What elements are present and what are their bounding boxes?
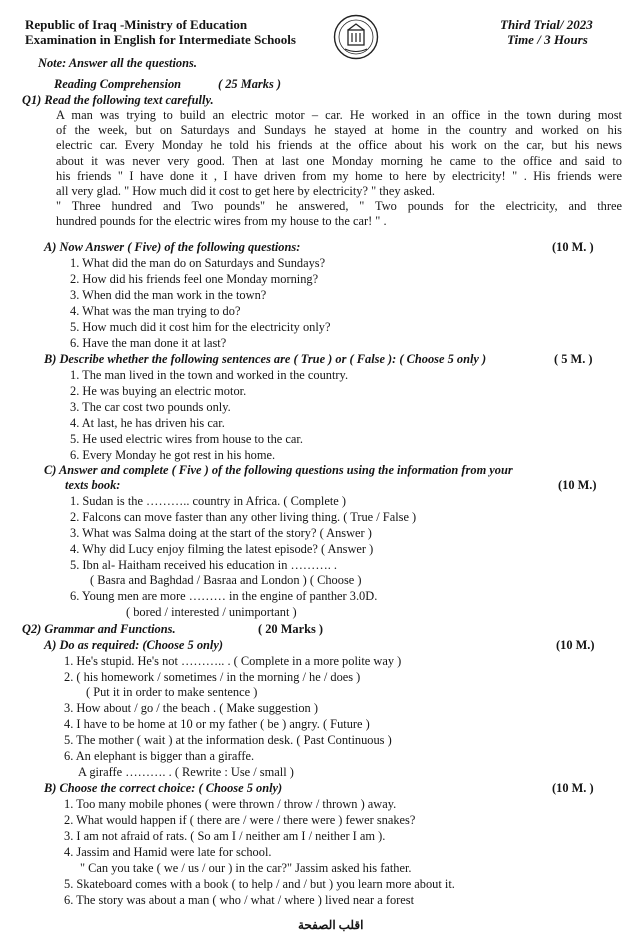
q1a-item: 1. What did the man do on Saturdays and Sundays? xyxy=(70,256,326,270)
q2b-item: 2. What would happen if ( there are / were / there were ) fewer snakes? xyxy=(64,813,416,827)
reading-title: Reading Comprehension xyxy=(54,77,182,91)
q2a-item: 3. How about / go / the beach . ( Make suggestion ) xyxy=(64,701,318,715)
q1a-heading: A) Now Answer ( Five) of the following questions: xyxy=(44,240,301,254)
header-exam-title: Examination in English for Intermediate Schools xyxy=(25,32,296,47)
q2b-item-cont: " Can you take ( we / us / our ) in the car?" Jassim asked his father. xyxy=(80,861,412,875)
q1b-item: 3. The car cost two pounds only. xyxy=(70,400,231,414)
q1b-item: 5. He used electric wires from house to the car. xyxy=(70,432,303,446)
q1c-item-options: ( Basra and Baghdad / Basraa and London ) ( Choose ) xyxy=(90,573,362,587)
q1c-item: 4. Why did Lucy enjoy filming the latest episode? ( Answer ) xyxy=(70,542,374,556)
q2a-item: 2. ( his homework / sometimes / in the morning / he / does ) xyxy=(64,670,361,684)
q1c-heading-cont: texts book: xyxy=(65,478,121,492)
ministry-seal-icon xyxy=(333,14,379,60)
q1a-item: 6. Have the man done it at last? xyxy=(70,336,227,350)
q1c-item: 3. What was Salma doing at the start of the story? ( Answer ) xyxy=(70,526,372,540)
q2b-item: 6. The story was about a man ( who / what / where ) lived near a forest xyxy=(64,893,415,907)
q2b-item: 1. Too many mobile phones ( were thrown / throw / thrown ) away. xyxy=(64,797,397,811)
passage-line: " Three hundred and Two pounds" he answered, " Two pounds for the electricity, and three xyxy=(56,199,622,214)
note-line: Note: Answer all the questions. xyxy=(38,56,197,70)
q1c-item-options: ( bored / interested / unimportant ) xyxy=(126,605,297,619)
q1a-item: 5. How much did it cost him for the electricity only? xyxy=(70,320,331,334)
header-time: Time / 3 Hours xyxy=(507,32,588,47)
q1a-item: 4. What was the man trying to do? xyxy=(70,304,241,318)
header-trial: Third Trial/ 2023 xyxy=(500,17,593,32)
reading-marks: ( 25 Marks ) xyxy=(218,77,281,91)
q1b-item: 2. He was buying an electric motor. xyxy=(70,384,247,398)
passage-line: A man was trying to build an electric motor – car. He worked in an office in the town during most xyxy=(56,108,622,122)
q2a-item-rewrite: A giraffe ………. . ( Rewrite : Use / small ) xyxy=(78,765,294,779)
q2b-item: 5. Skateboard comes with a book ( to help / and / but ) you learn more about it. xyxy=(64,877,455,891)
q2b-heading: B) Choose the correct choice: ( Choose 5 only) xyxy=(44,781,283,795)
q2b-item: 3. I am not afraid of rats. ( So am I / neither am I / neither I am ). xyxy=(64,829,386,843)
passage-line: all very glad. " How much did it cost to get here by electricity? " they asked. xyxy=(56,184,435,199)
q1-title: Q1) Read the following text carefully. xyxy=(22,93,214,107)
passage-line: about it was never very good. Then at last one Monday morning he came to the office and said to xyxy=(56,153,622,168)
q2a-item: 6. An elephant is bigger than a giraffe. xyxy=(64,749,255,763)
q1b-item: 1. The man lived in the town and worked in the country. xyxy=(70,368,349,382)
q1b-heading: B) Describe whether the following sentences are ( True ) or ( False ): ( Choose 5 only ) xyxy=(44,352,487,366)
q2a-item: 1. He's stupid. He's not ……….. . ( Complete in a more polite way ) xyxy=(64,654,402,668)
q1b-item: 6. Every Monday he got rest in his home. xyxy=(70,448,276,462)
reading-passage xyxy=(56,108,622,230)
q1c-marks: (10 M.) xyxy=(558,478,597,492)
q1b-item: 4. At last, he has driven his car. xyxy=(70,416,225,430)
q2b-marks: (10 M. ) xyxy=(552,781,594,795)
passage-line: his friends " I have done it , I have driven from my home to here by electricity! " . His friends were xyxy=(56,168,622,183)
q1c-item: 6. Young men are more ……… in the engine of panther 3.0D. xyxy=(70,589,378,603)
passage-line: of the week, but on Saturdays and Sundays he stayed at home in the country and worked on his xyxy=(56,123,622,138)
turn-page-note: اقلب الصفحة xyxy=(298,918,364,932)
q1a-item: 3. When did the man work in the town? xyxy=(70,288,267,302)
q1b-marks: ( 5 M. ) xyxy=(554,352,593,366)
passage-line: hundred pounds for the electric wires from my house to the car! " . xyxy=(56,214,387,229)
q2a-item: 5. The mother ( wait ) at the information desk. ( Past Continuous ) xyxy=(64,733,392,747)
q2a-item-instruction: ( Put it in order to make sentence ) xyxy=(86,685,258,699)
q2-title: Q2) Grammar and Functions. xyxy=(22,622,176,636)
q2-marks: ( 20 Marks ) xyxy=(258,622,324,636)
q1c-item: 2. Falcons can move faster than any other living thing. ( True / False ) xyxy=(70,510,417,524)
q2a-marks: (10 M.) xyxy=(556,638,595,652)
passage-line: electric car. Every Monday he told his friends at the office about his work on the car, but his news xyxy=(56,138,622,153)
q1a-item: 2. How did his friends feel one Monday morning? xyxy=(70,272,319,286)
header-country-ministry: Republic of Iraq -Ministry of Education xyxy=(25,17,248,32)
q1c-item: 5. Ibn al- Haitham received his education in ………. . xyxy=(70,558,338,572)
q1a-marks: (10 M. ) xyxy=(552,240,594,254)
q2b-item: 4. Jassim and Hamid were late for school. xyxy=(64,845,272,859)
q2a-item: 4. I have to be home at 10 or my father ( be ) angry. ( Future ) xyxy=(64,717,370,731)
q1c-item: 1. Sudan is the ……….. country in Africa. ( Complete ) xyxy=(70,494,346,508)
q2a-heading: A) Do as required: (Choose 5 only) xyxy=(44,638,223,652)
q1c-heading: C) Answer and complete ( Five ) of the following questions using the information from your xyxy=(44,463,513,477)
